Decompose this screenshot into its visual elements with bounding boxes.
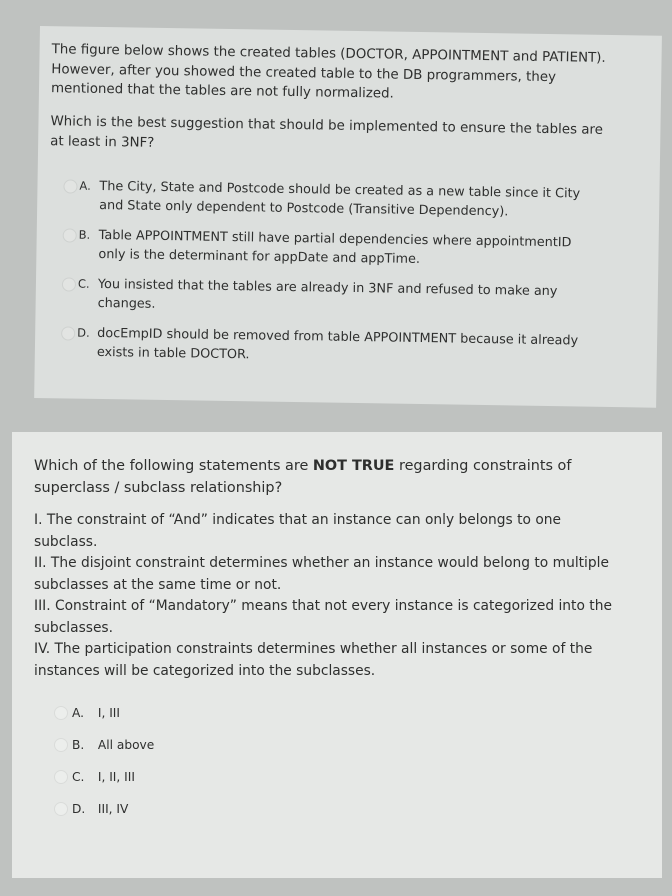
statement-iv: IV. The participation constraints determines whether all instances or some of the instances will be categorized into the subclasses. (34, 641, 593, 679)
option-letter: C. (77, 276, 90, 291)
question-2-card (12, 432, 662, 878)
prompt-after: regarding constraints of superclass / subclass relationship? (34, 458, 572, 496)
option-a[interactable] (69, 176, 590, 222)
statement-ii: II. The disjoint constraint determines whether an instance would belong to multiple subclasses at the same time or not. (34, 555, 609, 593)
option-letter: A. (79, 178, 91, 193)
option-text: The City, State and Postcode should be created as a new table since it City and State only dependent to Postcode (Transitive Dependency). (99, 178, 581, 220)
question-2-prompt (34, 456, 594, 499)
radio-button-c[interactable] (62, 277, 76, 291)
option-letter: B. (78, 227, 91, 242)
radio-button-b[interactable] (54, 738, 68, 752)
radio-button-d[interactable] (54, 802, 68, 816)
option-c[interactable] (54, 768, 354, 800)
statement-iii: III. Constraint of “Mandatory” means that not every instance is categorized into the subclasses. (34, 598, 612, 636)
option-letter: D. (72, 802, 86, 816)
option-text: I, III (97, 706, 121, 720)
option-text: All above (97, 738, 155, 752)
statement-list (34, 510, 624, 682)
statement-i: I. The constraint of “And” indicates that an instance can only belongs to one subclass. (34, 512, 562, 550)
radio-button-d[interactable] (61, 326, 75, 340)
option-text: docEmpID should be removed from table APPOINTMENT because it already exists in table DOCTOR. (96, 325, 579, 363)
option-text: I, II, III (97, 770, 135, 784)
option-text: III, IV (97, 802, 129, 816)
option-c[interactable] (68, 274, 589, 320)
question-1-options (67, 176, 590, 380)
prompt-emphasis: NOT TRUE (312, 458, 395, 474)
option-letter: C. (72, 770, 85, 784)
option-a[interactable] (54, 704, 354, 736)
radio-button-a[interactable] (54, 706, 68, 720)
question-1-card (34, 26, 662, 408)
option-d[interactable] (67, 323, 588, 369)
question-1-prompt: Which is the best suggestion that should be implemented to ensure the tables are at least in 3NF? (50, 114, 604, 151)
option-text: Table APPOINTMENT still have partial dependencies where appointmentID only is the determinant for appDate and appTime. (98, 227, 572, 267)
radio-button-c[interactable] (54, 770, 68, 784)
option-d[interactable] (54, 800, 354, 832)
option-text: You insisted that the tables are already in 3NF and refused to make any changes. (97, 276, 558, 312)
option-letter: B. (72, 738, 85, 752)
option-b[interactable] (54, 736, 354, 768)
option-letter: A. (72, 706, 84, 720)
question-1-text: The figure below shows the created tables (DOCTOR, APPOINTMENT and PATIENT). However, after you showed the created table to the DB programmers, they mentioned that the tables are not fully normalized. (50, 42, 606, 102)
option-b[interactable] (68, 225, 589, 271)
option-letter: D. (77, 325, 90, 340)
question-2-options (54, 704, 354, 832)
radio-button-b[interactable] (63, 228, 77, 242)
radio-button-a[interactable] (63, 179, 77, 193)
prompt-before: Which of the following statements are (34, 458, 313, 474)
